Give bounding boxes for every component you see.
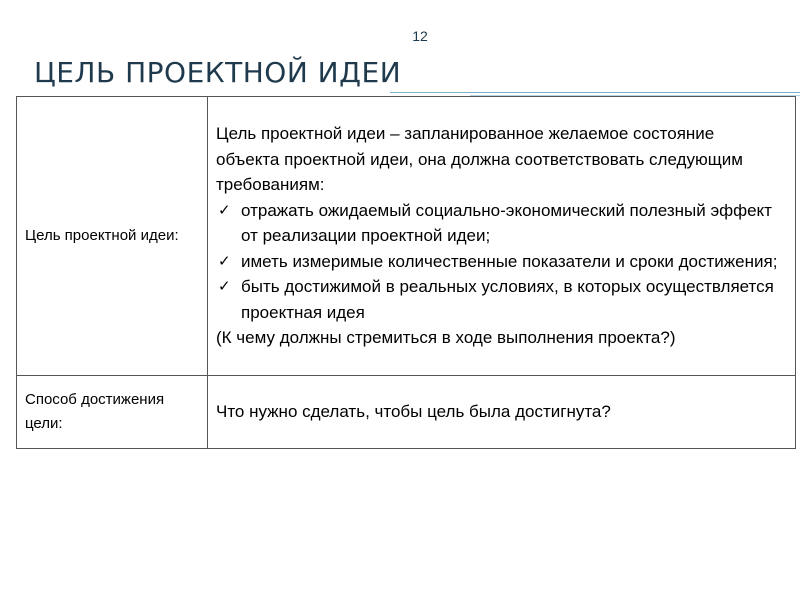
goal-definition: Цель проектной идеи – запланированное желаемое состояние объекта проектной идеи, она должна соответствовать следующим требованиям: [216,124,743,195]
row-content-method: Что нужно сделать, чтобы цель была достигнута? [208,376,796,449]
requirement-text: отражать ожидаемый социально-экономический полезный эффект от реализации проектной идеи; [241,200,772,246]
title-underline [390,92,800,93]
slide-number: 12 [412,28,428,44]
row-label-method: Способ достижения цели: [17,376,208,449]
table-row [17,376,796,449]
check-mark-icon: ✓ [218,251,231,270]
requirement-text: быть достижимой в реальных условиях, в которых осуществляется проектная идея [241,277,774,322]
table-row [17,97,796,376]
requirements-list [216,198,779,326]
goal-table [16,96,796,449]
list-item [216,274,779,325]
list-item [216,249,779,275]
requirement-text: иметь измеримые количественные показатели и сроки достижения; [241,251,778,271]
row-content-goal [208,97,796,376]
check-mark-icon: ✓ [218,277,231,296]
row-label-goal: Цель проектной идеи: [17,97,208,376]
slide-title: ЦЕЛЬ ПРОЕКТНОЙ ИДЕИ [34,56,402,89]
goal-question: (К чему должны стремиться в ходе выполнения проекта?) [216,328,676,348]
list-item [216,198,779,249]
check-mark-icon: ✓ [218,200,231,219]
